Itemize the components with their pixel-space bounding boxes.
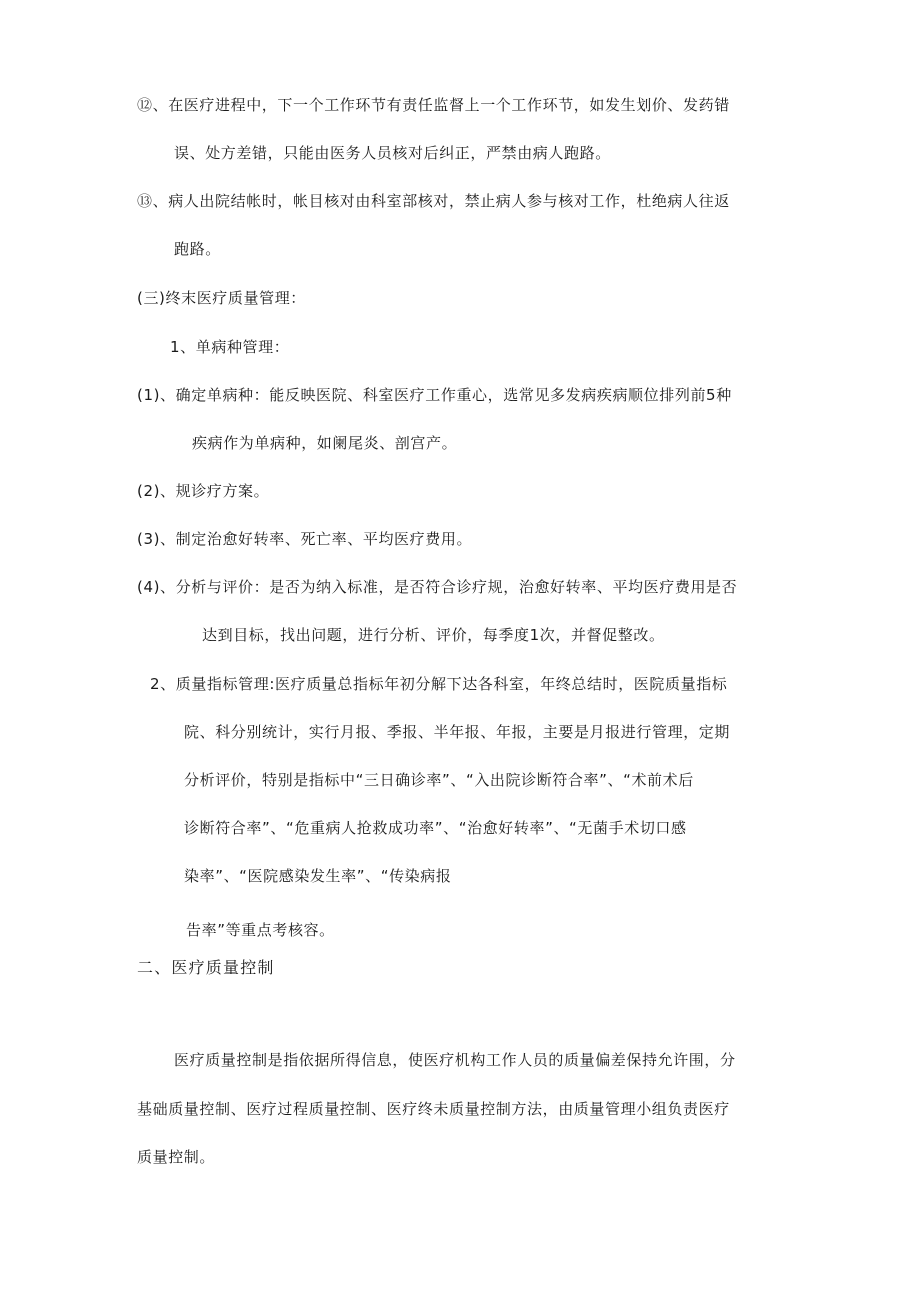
sub-1-item-4-line-1: (4)、分析与评价：是否为纳入标准，是否符合诊疗规，治愈好转率、平均医疗费用是否 xyxy=(137,578,738,596)
sub-2-line-3: 分析评价，特别是指标中“三日确诊率”、“入出院诊断符合率”、“术前术后 xyxy=(184,771,694,789)
sub-2-line-2: 院、科分别统计，实行月报、季报、半年报、年报，主要是月报进行管理，定期 xyxy=(184,723,731,741)
section-3-heading: (三)终末医疗质量管理： xyxy=(137,289,306,307)
sub-2-line-4: 诊断符合率”、“危重病人抢救成功率”、“治愈好转率”、“无菌手术切口感 xyxy=(184,819,687,837)
item-13-marker: ⑬ xyxy=(137,192,153,210)
sub-1-item-3: (3)、制定治愈好转率、死亡率、平均医疗费用。 xyxy=(137,530,473,548)
sub-1-item-4-line-2: 达到目标，找出问题，进行分析、评价，每季度1次，并督促整改。 xyxy=(202,626,665,644)
control-paragraph-line-1: 医疗质量控制是指依据所得信息，使医疗机构工作人员的质量偏差保持允许围，分 xyxy=(174,1051,736,1069)
section-2-heading: 二、医疗质量控制 xyxy=(137,958,275,977)
item-12-text-1: 、在医疗进程中，下一个工作环节有责任监督上一个工作环节，如发生划价、发药错 xyxy=(152,96,730,114)
sub-1-item-2: (2)、规诊疗方案。 xyxy=(137,482,270,500)
sub-1-heading: 1、单病种管理： xyxy=(170,338,290,356)
item-13-line-1 xyxy=(137,191,730,211)
item-12-line-2: 误、处方差错，只能由医务人员核对后纠正，严禁由病人跑路。 xyxy=(174,144,611,162)
item-13-line-2: 跑路。 xyxy=(174,240,221,258)
sub-2-line-5: 染率”、“医院感染发生率”、“传染病报 xyxy=(184,867,452,885)
item-12-marker: ⑫ xyxy=(137,96,153,114)
sub-2-line-1: 2、质量指标管理:医疗质量总指标年初分解下达各科室，年终总结时，医院质量指标 xyxy=(150,675,728,693)
sub-2-line-6: 告率”等重点考核容。 xyxy=(186,921,335,939)
control-paragraph-line-3: 质量控制。 xyxy=(137,1148,216,1166)
item-13-text-1: 、病人出院结帐时，帐目核对由科室部核对，禁止病人参与核对工作，杜绝病人往返 xyxy=(152,192,730,210)
control-paragraph-line-2: 基础质量控制、医疗过程质量控制、医疗终未质量控制方法，由质量管理小组负责医疗 xyxy=(137,1100,730,1118)
sub-1-item-1-line-2: 疾病作为单病种，如阑尾炎、剖宫产。 xyxy=(192,434,458,452)
sub-1-item-1-line-1: (1)、确定单病种：能反映医院、科室医疗工作重心，选常见多发病疾病顺位排列前5种 xyxy=(137,386,732,404)
item-12-line-1 xyxy=(137,95,730,115)
